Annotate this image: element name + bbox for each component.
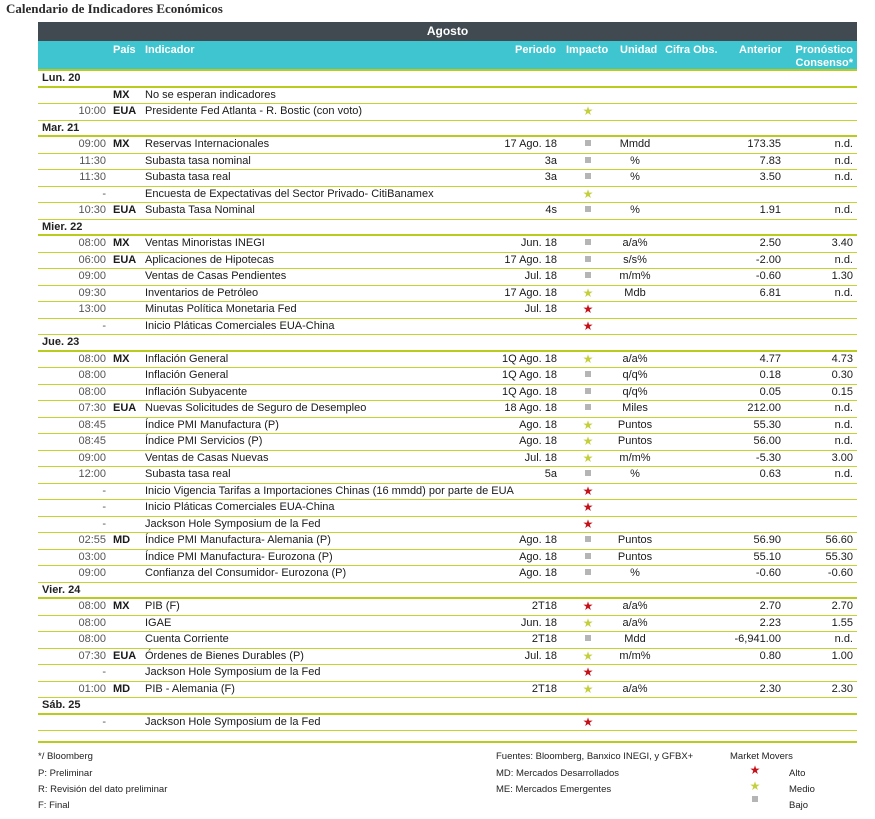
table-body	[38, 71, 857, 731]
row-previous: -2.00	[755, 253, 781, 266]
row-time: -	[102, 715, 106, 728]
table-row	[38, 715, 857, 732]
row-indicator: Presidente Fed Atlanta - R. Bostic (con voto)	[145, 105, 363, 117]
row-previous: 0.05	[759, 385, 781, 398]
column-headers	[38, 41, 857, 71]
star-yellow-icon: ★	[582, 615, 594, 630]
row-indicator: PIB - Alemania (F)	[145, 682, 235, 695]
table-row	[38, 137, 857, 154]
row-indicator: Inflación General	[145, 369, 229, 381]
page-title: Calendario de Indicadores Económicos	[6, 1, 223, 16]
row-forecast: n.d.	[834, 204, 853, 216]
row-indicator: No se esperan indicadores	[145, 88, 276, 101]
legend-title: Market Movers	[730, 751, 793, 762]
row-time: 09:00	[78, 451, 106, 464]
row-country: MD	[113, 534, 131, 546]
row-previous: 2.30	[759, 682, 781, 695]
row-indicator: Índice PMI Manufactura- Eurozona (P)	[145, 550, 333, 563]
note-md: MD: Mercados Desarrollados	[496, 768, 620, 779]
row-unit: a/a%	[622, 616, 648, 629]
gray-square-icon	[578, 170, 598, 185]
row-time: 09:30	[78, 286, 106, 299]
row-previous: 56.00	[753, 435, 781, 447]
note-bloomberg: */ Bloomberg	[38, 751, 93, 762]
row-period: 3a	[544, 154, 557, 167]
table-row	[38, 104, 857, 121]
row-previous: -5.30	[755, 451, 781, 464]
row-indicator: Inicio Pláticas Comerciales EUA-China	[145, 501, 335, 513]
row-unit: %	[630, 567, 640, 579]
row-indicator: Inicio Vigencia Tarifas a Importaciones Chinas (16 mmdd) por parte de EUA	[145, 484, 514, 497]
star-yellow-icon: ★	[582, 450, 594, 465]
gray-square-icon	[578, 137, 598, 152]
row-unit: Miles	[622, 402, 648, 414]
row-previous: 55.10	[753, 550, 781, 563]
row-period: Ago. 18	[519, 567, 557, 579]
table-row	[38, 632, 857, 649]
row-previous: 212.00	[747, 402, 781, 414]
table-row	[38, 649, 857, 666]
row-forecast: 2.30	[831, 682, 853, 695]
star-yellow-icon: ★	[582, 104, 594, 118]
row-indicator: Encuesta de Expectativas del Sector Privado- CitiBanamex	[145, 187, 434, 200]
day-header	[38, 121, 857, 138]
gray-square-icon	[578, 566, 598, 581]
row-previous: 0.63	[759, 468, 781, 480]
row-indicator: Reservas Internacionales	[145, 138, 270, 150]
row-indicator: Índice PMI Manufactura (P)	[145, 418, 279, 431]
row-unit: m/m%	[619, 270, 651, 282]
gray-square-icon	[578, 401, 598, 416]
star-yellow-icon: ★	[582, 285, 594, 300]
gray-square-icon	[578, 550, 598, 565]
row-previous: 173.35	[747, 138, 781, 150]
row-time: 11:30	[79, 171, 106, 183]
row-indicator: IGAE	[145, 616, 172, 629]
row-previous: -6,941.00	[734, 633, 781, 645]
row-period: Jul. 18	[524, 270, 557, 282]
row-previous: 0.80	[759, 649, 781, 662]
note-final: F: Final	[38, 800, 70, 811]
row-forecast: n.d.	[834, 154, 853, 167]
row-time: 08:00	[78, 616, 106, 629]
row-indicator: Minutas Política Monetaria Fed	[145, 303, 297, 315]
table-row	[38, 500, 857, 517]
row-forecast: n.d.	[834, 468, 853, 480]
table-row	[38, 418, 857, 435]
row-forecast: 3.40	[831, 237, 853, 249]
legend-alto: Alto	[789, 768, 806, 779]
day-label: Jue. 23	[42, 336, 80, 348]
row-period: 5a	[544, 468, 557, 480]
table-row	[38, 616, 857, 633]
row-time: 08:00	[78, 369, 106, 381]
day-label: Vier. 24	[42, 583, 81, 596]
row-period: 1Q Ago. 18	[501, 352, 557, 365]
row-time: 09:00	[78, 567, 106, 579]
row-indicator: Cuenta Corriente	[145, 633, 229, 645]
header-impacto: Impacto	[566, 44, 609, 56]
row-unit: %	[630, 154, 640, 167]
row-time: 08:00	[78, 600, 106, 612]
row-time: -	[102, 319, 106, 332]
row-previous: 6.81	[759, 286, 781, 299]
star-red-icon: ★	[582, 302, 594, 316]
table-row	[38, 319, 857, 336]
header-pronostico-line1: Pronóstico	[795, 44, 853, 56]
row-period: 3a	[544, 171, 557, 183]
row-previous: -0.60	[755, 567, 781, 579]
row-indicator: Inflación General	[145, 352, 229, 365]
table-row	[38, 484, 857, 501]
table-row	[38, 88, 857, 105]
row-unit: m/m%	[619, 451, 651, 464]
day-label: Mier. 22	[42, 220, 83, 233]
row-indicator: Subasta tasa real	[145, 171, 231, 183]
row-previous: 2.23	[759, 616, 781, 629]
row-indicator: Subasta tasa nominal	[145, 154, 251, 167]
row-time: 06:00	[78, 253, 106, 266]
day-header	[38, 71, 857, 88]
header-unidad: Unidad	[620, 44, 658, 56]
row-unit: Puntos	[617, 534, 653, 546]
row-forecast: 56.60	[825, 534, 853, 546]
row-forecast: n.d.	[834, 253, 853, 266]
table-row	[38, 385, 857, 402]
row-previous: 55.30	[753, 418, 781, 431]
row-unit: %	[630, 171, 640, 183]
day-header	[38, 220, 857, 237]
row-country: EUA	[113, 402, 137, 414]
gray-square-icon	[578, 269, 598, 284]
row-time: -	[102, 517, 106, 530]
row-unit: a/a%	[622, 682, 648, 695]
row-unit: Mdd	[624, 633, 646, 645]
row-indicator: Jackson Hole Symposium de la Fed	[145, 715, 321, 728]
row-indicator: Aplicaciones de Hipotecas	[145, 253, 275, 266]
gray-square-icon	[578, 385, 598, 400]
star-red-icon: ★	[582, 665, 594, 679]
row-forecast: 4.73	[831, 352, 853, 365]
star-yellow-icon: ★	[582, 186, 594, 201]
row-previous: 2.50	[759, 237, 781, 249]
row-period: Ago. 18	[519, 550, 557, 563]
row-period: Jun. 18	[520, 237, 557, 249]
month-header: Agosto	[38, 22, 857, 41]
table-row	[38, 517, 857, 534]
row-country: EUA	[113, 649, 137, 662]
table-row	[38, 550, 857, 567]
row-indicator: Índice PMI Servicios (P)	[145, 435, 263, 447]
row-unit: q/q%	[622, 385, 648, 398]
gray-square-icon	[578, 154, 598, 169]
row-unit: Puntos	[617, 435, 653, 447]
row-time: -	[102, 187, 106, 200]
row-indicator: Subasta tasa real	[145, 468, 231, 480]
row-time: 12:00	[78, 468, 106, 480]
day-label: Mar. 21	[42, 121, 80, 134]
gray-square-icon	[578, 632, 598, 647]
table-row	[38, 368, 857, 385]
note-preliminar: P: Preliminar	[38, 768, 93, 779]
row-time: 02:55	[78, 534, 106, 546]
table-row	[38, 352, 857, 369]
gray-square-icon	[578, 467, 598, 482]
row-previous: 4.77	[759, 352, 781, 365]
row-unit: q/q%	[622, 369, 648, 381]
row-indicator: Ventas de Casas Nuevas	[145, 451, 269, 464]
row-period: 4s	[545, 204, 557, 216]
row-period: 1Q Ago. 18	[501, 369, 557, 381]
star-red-icon: ★	[582, 714, 594, 729]
day-header	[38, 335, 857, 352]
row-indicator: Ventas de Casas Pendientes	[145, 270, 287, 282]
indicators-table	[38, 22, 857, 743]
row-unit: m/m%	[619, 649, 651, 662]
row-time: 09:00	[78, 270, 106, 282]
row-indicator: Jackson Hole Symposium de la Fed	[145, 517, 321, 530]
row-indicator: Jackson Hole Symposium de la Fed	[145, 666, 321, 678]
row-period: Ago. 18	[519, 534, 557, 546]
row-forecast: n.d.	[834, 286, 853, 299]
row-period: 17 Ago. 18	[504, 138, 557, 150]
row-indicator: Inflación Subyacente	[145, 385, 248, 398]
gray-square-icon	[749, 795, 761, 806]
star-yellow-icon: ★	[582, 648, 594, 663]
table-row	[38, 187, 857, 204]
footer	[0, 751, 875, 817]
row-unit: Mmdd	[619, 138, 651, 150]
table-row	[38, 236, 857, 253]
row-time: 10:30	[78, 204, 106, 216]
row-forecast: n.d.	[834, 633, 853, 645]
row-forecast: 2.70	[831, 600, 853, 612]
row-indicator: Inicio Pláticas Comerciales EUA-China	[145, 319, 335, 332]
table-row	[38, 302, 857, 319]
row-forecast: -0.60	[827, 567, 853, 579]
table-row	[38, 682, 857, 699]
table-row	[38, 203, 857, 220]
row-previous: 2.70	[759, 600, 781, 612]
star-red-icon: ★	[749, 763, 761, 777]
row-time: -	[102, 484, 106, 497]
gray-square-icon	[578, 253, 598, 268]
table-row	[38, 253, 857, 270]
row-country: MX	[113, 88, 130, 101]
row-country: MD	[113, 682, 131, 695]
row-country: MX	[113, 352, 130, 365]
star-yellow-icon: ★	[749, 779, 761, 793]
gray-square-icon	[578, 236, 598, 251]
row-unit: a/a%	[622, 600, 648, 612]
row-time: -	[102, 501, 106, 513]
header-periodo: Periodo	[515, 44, 556, 56]
row-time: 13:00	[78, 303, 106, 315]
star-red-icon: ★	[582, 500, 594, 514]
table-row	[38, 533, 857, 550]
row-period: 2T18	[531, 600, 557, 612]
row-country: MX	[113, 600, 130, 612]
row-unit: %	[630, 468, 640, 480]
row-time: 08:00	[78, 352, 106, 365]
row-forecast: 1.30	[831, 270, 853, 282]
row-unit: a/a%	[622, 352, 648, 365]
row-forecast: n.d.	[834, 402, 853, 414]
sources: Fuentes: Bloomberg, Banxico INEGI, y GFBX+	[496, 751, 694, 762]
row-period: Jul. 18	[524, 303, 557, 315]
row-time: 08:45	[78, 435, 106, 447]
row-previous: 3.50	[759, 171, 781, 183]
star-red-icon: ★	[582, 599, 594, 613]
row-period: 2T18	[531, 633, 557, 645]
header-pronostico	[796, 44, 853, 70]
row-time: 01:00	[78, 682, 106, 695]
row-indicator: Inventarios de Petróleo	[145, 286, 259, 299]
row-period: Ago. 18	[519, 435, 557, 447]
legend-bajo: Bajo	[789, 800, 809, 811]
gray-square-icon	[578, 203, 598, 218]
row-indicator: Ventas Minoristas INEGI	[145, 237, 265, 249]
row-period: Ago. 18	[519, 418, 557, 431]
day-header	[38, 698, 857, 715]
header-pais: País	[113, 44, 136, 56]
row-time: 03:00	[78, 550, 106, 563]
row-unit: Mdb	[624, 286, 646, 299]
row-country: EUA	[113, 253, 137, 266]
legend-medio: Medio	[789, 784, 815, 795]
star-yellow-icon: ★	[582, 434, 594, 448]
row-previous: 1.91	[759, 204, 781, 216]
row-forecast: n.d.	[834, 418, 853, 431]
row-period: Jun. 18	[520, 616, 557, 629]
star-red-icon: ★	[582, 516, 594, 531]
header-anterior: Anterior	[739, 44, 782, 56]
table-row	[38, 170, 857, 187]
row-country: EUA	[113, 105, 137, 117]
star-red-icon: ★	[582, 483, 594, 498]
row-period: 1Q Ago. 18	[501, 385, 557, 398]
row-forecast: n.d.	[834, 171, 853, 183]
row-indicator: Nuevas Solicitudes de Seguro de Desempleo	[145, 402, 367, 414]
row-time: 09:00	[78, 138, 106, 150]
table-row	[38, 401, 857, 418]
star-yellow-icon: ★	[582, 351, 594, 366]
table-row	[38, 434, 857, 451]
row-time: 11:30	[79, 154, 106, 167]
row-unit: Puntos	[617, 418, 653, 431]
row-forecast: 3.00	[831, 451, 853, 464]
day-label: Sáb. 25	[42, 699, 81, 711]
row-country: MX	[113, 237, 130, 249]
star-red-icon: ★	[582, 318, 594, 333]
row-time: -	[102, 666, 106, 678]
row-period: Jul. 18	[524, 451, 557, 464]
row-indicator: PIB (F)	[145, 600, 180, 612]
table-bottom-rule	[38, 741, 857, 743]
row-period: 18 Ago. 18	[504, 402, 557, 414]
day-header	[38, 583, 857, 600]
table-row	[38, 599, 857, 616]
table-row	[38, 451, 857, 468]
table-row	[38, 467, 857, 484]
header-cifra-obs: Cifra Obs.	[665, 44, 718, 56]
table-row	[38, 566, 857, 583]
row-indicator: Índice PMI Manufactura- Alemania (P)	[145, 534, 331, 546]
row-forecast: 1.55	[831, 616, 853, 629]
table-row	[38, 269, 857, 286]
row-country: MX	[113, 138, 130, 150]
row-previous: 56.90	[753, 534, 781, 546]
note-me: ME: Mercados Emergentes	[496, 784, 612, 795]
row-forecast: 0.15	[831, 385, 853, 398]
row-country: EUA	[113, 204, 137, 216]
row-time: 08:45	[78, 418, 106, 431]
row-time: 07:30	[78, 649, 106, 662]
gray-square-icon	[578, 368, 598, 383]
row-period: Jul. 18	[524, 649, 557, 662]
row-previous: 7.83	[759, 154, 781, 167]
row-previous: 0.18	[759, 369, 781, 381]
note-revision: R: Revisión del dato preliminar	[38, 784, 168, 795]
row-unit: a/a%	[622, 237, 648, 249]
table-row	[38, 154, 857, 171]
row-time: 07:30	[78, 402, 106, 414]
row-time: 08:00	[78, 385, 106, 398]
row-unit: %	[630, 204, 640, 216]
row-period: 2T18	[531, 682, 557, 695]
row-unit: Puntos	[617, 550, 653, 563]
day-label: Lun. 20	[42, 72, 81, 84]
row-time: 08:00	[78, 237, 106, 249]
row-time: 10:00	[78, 105, 106, 117]
row-unit: s/s%	[623, 253, 647, 266]
row-forecast: 1.00	[831, 649, 853, 662]
row-period: 17 Ago. 18	[504, 286, 557, 299]
table-row	[38, 665, 857, 682]
row-forecast: 0.30	[831, 369, 853, 381]
star-yellow-icon: ★	[582, 681, 594, 696]
row-indicator: Confianza del Consumidor- Eurozona (P)	[145, 567, 347, 579]
header-pronostico-line2: Consenso*	[795, 57, 853, 69]
row-forecast: n.d.	[834, 435, 853, 447]
row-forecast: n.d.	[834, 138, 853, 150]
row-forecast: 55.30	[825, 550, 853, 563]
row-time: 08:00	[78, 633, 106, 645]
star-yellow-icon: ★	[582, 417, 594, 432]
gray-square-icon	[578, 533, 598, 548]
row-indicator: Órdenes de Bienes Durables (P)	[145, 649, 304, 662]
row-indicator: Subasta Tasa Nominal	[145, 204, 255, 216]
row-period: 17 Ago. 18	[504, 253, 557, 266]
header-indicador: Indicador	[145, 44, 195, 56]
row-previous: -0.60	[755, 270, 781, 282]
table-row	[38, 286, 857, 303]
